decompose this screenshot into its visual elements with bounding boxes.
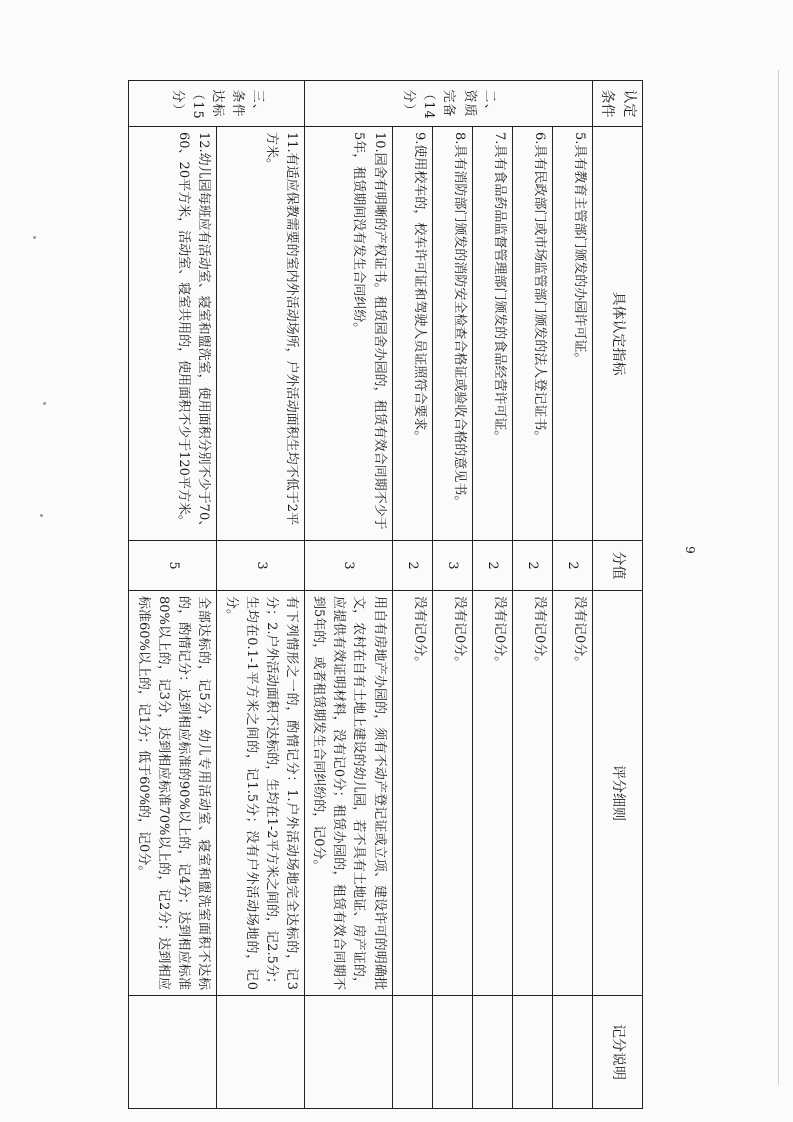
detail-cell: 没有记0分。 [512,591,552,996]
note-cell [512,996,552,1109]
scan-speck [40,514,43,517]
table-row [552,81,592,1109]
score-cell: 3 [217,541,305,591]
detail-cell: 没有记0分。 [432,591,472,996]
detail-cell: 没有记0分。 [392,591,432,996]
table-row [392,81,432,1109]
criteria-table [129,80,644,1109]
score-cell: 3 [305,541,393,591]
header-row [592,81,642,1109]
indicator-cell: 11.有适应保教需要的室内外活动场所，户外活动面积生均不低于2平方米。 [217,127,305,541]
score-cell: 5 [129,541,217,591]
detail-cell: 有下列情形之一的，酌情记分：1.户外活动场地完全达标的，记3分；2.户外活动面积不达标的，生均在1-2平方米之间的，记2.5分；生均在0.1-1平方米之间的，记1.5分；没有户外活动场地的，记0分。 [217,591,305,996]
score-cell: 3 [432,541,472,591]
indicator-cell: 12.幼儿园每班应有活动室、寝室和盥洗室，使用面积分别不少于70、60、20平方米，活动室、寝室共用的，使用面积不少于120平方米。 [129,127,217,541]
indicator-cell: 8.具有消防部门颁发的消防安全检查合格证或验收合格的意见书。 [432,127,472,541]
note-cell [392,996,432,1109]
indicator-cell: 5.具有教育主管部门颁发的办园许可证。 [552,127,592,541]
score-cell: 2 [512,541,552,591]
table-row [432,81,472,1109]
note-cell [552,996,592,1109]
indicator-cell: 6.具有民政部门或市场监管部门颁发的法人登记证书。 [512,127,552,541]
header-score: 分值 [592,541,642,591]
scan-speck [33,236,36,239]
category-cell: 二、资质完备（14分） [305,81,593,127]
detail-cell: 全部达标的，记5分，幼儿专用活动室、寝室和盥洗室面积不达标的，酌情记分：达到相应标准的90%以上的，记4分；达到相应标准80%以上的，记3分，达到相应标准70%以上的，记2分；达到相应标准60%以上的，记1分；低于60%的，记0分。 [129,591,217,996]
header-category: 认定条件 [592,81,642,127]
table-row [472,81,512,1109]
category-cell: 三、条件达标（15分） [129,81,305,127]
table-row [512,81,552,1109]
score-cell: 2 [472,541,512,591]
header-detail: 评分细则 [592,591,642,996]
detail-cell: 用自有房地产办园的，须有不动产登记证或立项、建设许可的明确批文，农村在自有土地上建设的幼儿园，若不具有土地证、房产证的，应提供有效证明材料，没有记0分；租赁办园的，租赁有效合同期不到5年的，或者租赁期发生合同纠纷的，记0分。 [305,591,393,996]
note-cell [129,996,217,1109]
note-cell [432,996,472,1109]
detail-cell: 没有记0分。 [472,591,512,996]
indicator-cell: 7.具有食品药品监督管理部门颁发的食品经营许可证。 [472,127,512,541]
score-cell: 2 [392,541,432,591]
rotated-table-wrapper [129,80,644,1108]
indicator-cell: 10.园舍有明晰的产权证书。租赁园舍办园的，租赁有效合同期不少于5年，租赁期间没有发生合同纠纷。 [305,127,393,541]
score-cell: 2 [552,541,592,591]
note-cell [472,996,512,1109]
table-row [129,81,217,1109]
indicator-cell: 9.使用校车的，校车许可证和驾驶人员证照符合要求。 [392,127,432,541]
detail-cell: 没有记0分。 [552,591,592,996]
note-cell [217,996,305,1109]
table-row [217,81,305,1109]
table-row [305,81,393,1109]
header-indicator: 具体认定指标 [592,127,642,541]
scan-speck [43,402,46,405]
page-edge-line [778,70,779,1085]
header-note: 记分说明 [592,996,642,1109]
page-number: 9 [682,546,697,554]
note-cell [305,996,393,1109]
